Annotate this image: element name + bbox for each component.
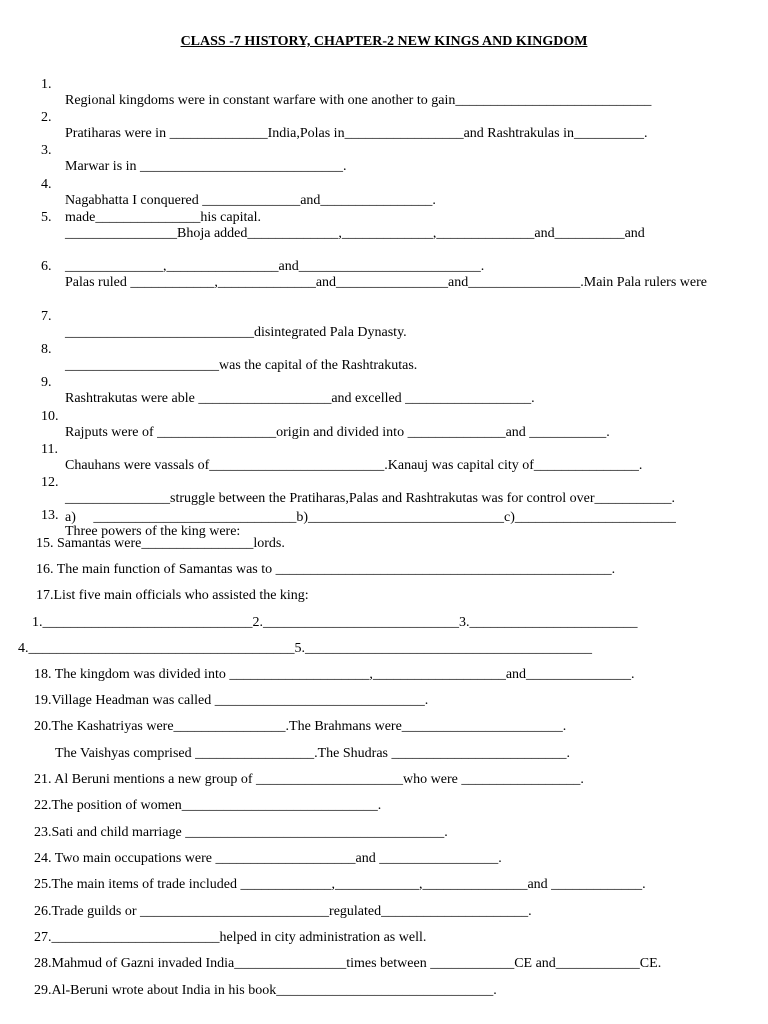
question-21: 21. Al Beruni mentions a new group of _____________________who were _________________. — [34, 772, 584, 787]
question-text: Rajputs were of _________________origin and divided into ______________and ___________. — [65, 425, 610, 440]
question-text: Palas ruled ____________,______________and________________and________________.Main Pala rulers were — [65, 275, 707, 290]
question-text: Marwar is in _____________________________. — [65, 159, 347, 174]
question-number: 9. — [41, 375, 52, 390]
question-25: 25.The main items of trade included _____________,____________,_______________and _____________. — [34, 877, 646, 892]
question-text: Three powers of the king were: — [65, 524, 241, 539]
question-text: ___________________________disintegrated Pala Dynasty. — [65, 325, 407, 340]
question-number: 3. — [41, 143, 52, 158]
question-text: Pratiharas were in ______________India,Polas in_________________and Rashtrakulas in__________. — [65, 126, 648, 141]
question-text-options: a) _____________________________b)____________________________c)_______________________ — [65, 510, 676, 525]
question-number: 10. — [41, 409, 59, 424]
question-number: 1. — [41, 77, 52, 92]
question-text: Rashtrakutas were able ___________________and excelled __________________. — [65, 391, 535, 406]
question-number: 13. — [41, 508, 59, 523]
question-23: 23.Sati and child marriage _____________________________________. — [34, 825, 448, 840]
question-26: 26.Trade guilds or ___________________________regulated_____________________. — [34, 904, 532, 919]
question-24: 24. Two main occupations were ____________________and _________________. — [34, 851, 502, 866]
question-number: 5. — [41, 210, 52, 225]
question-27: 27.________________________helped in city administration as well. — [34, 930, 427, 945]
question-20: 20.The Kashatriyas were________________.The Brahmans were_______________________. — [34, 719, 567, 734]
question-15: 15. Samantas were________________lords. — [36, 536, 285, 551]
question-number: 2. — [41, 110, 52, 125]
question-20-continued: The Vaishyas comprised _________________.The Shudras _________________________. — [55, 746, 570, 761]
question-29: 29.Al-Beruni wrote about India in his book_______________________________. — [34, 983, 497, 998]
question-text: _______________struggle between the Pratiharas,Palas and Rashtrakutas was for control over___________. — [65, 491, 676, 506]
question-text: ________________Bhoja added_____________,_____________,______________and__________and — [65, 226, 645, 241]
question-18: 18. The kingdom was divided into ____________________,___________________and_______________. — [34, 667, 635, 682]
question-text: Nagabhatta I conquered ______________and________________. — [65, 193, 436, 208]
question-text: Chauhans were vassals of_________________________.Kanauj was capital city of_______________. — [65, 458, 643, 473]
question-number: 7. — [41, 309, 52, 324]
question-number: 4. — [41, 177, 52, 192]
question-17: 17.List five main officials who assisted the king: — [36, 588, 309, 603]
question-number: 6. — [41, 259, 52, 274]
question-number: 12. — [41, 475, 59, 490]
question-text: ______________________was the capital of the Rashtrakutas. — [65, 358, 418, 373]
question-19: 19.Village Headman was called ______________________________. — [34, 693, 429, 708]
question-text-continued: made_______________his capital. — [65, 210, 261, 225]
officials-line-1: 1.______________________________2.____________________________3.________________________ — [32, 615, 638, 630]
question-text: Regional kingdoms were in constant warfare with one another to gain____________________________ — [65, 93, 652, 108]
question-number: 11. — [41, 442, 58, 457]
question-22: 22.The position of women____________________________. — [34, 798, 382, 813]
worksheet-title: CLASS -7 HISTORY, CHAPTER-2 NEW KINGS AND KINGDOM — [180, 34, 588, 49]
question-28: 28.Mahmud of Gazni invaded India________________times between ____________CE and____________CE. — [34, 956, 662, 971]
question-text-continued: ______________,________________and__________________________. — [65, 259, 485, 274]
question-number: 8. — [41, 342, 52, 357]
question-16: 16. The main function of Samantas was to ________________________________________________. — [36, 562, 616, 577]
officials-line-2: 4.______________________________________5._________________________________________ — [18, 641, 592, 656]
